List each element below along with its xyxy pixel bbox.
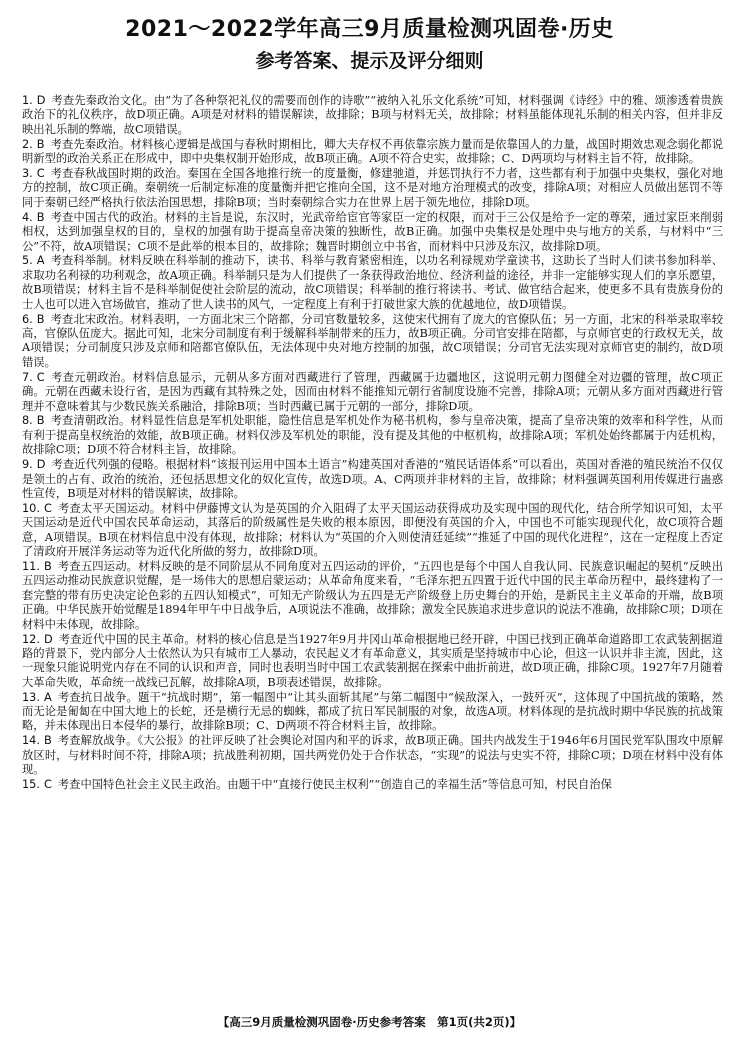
answer-number: 12. <box>22 632 40 646</box>
answer-explanation: 考查先秦政治文化。由“为了各种祭祀礼仪的需要而创作的诗歌”“被纳入礼乐文化系统”可知，材料强调《诗经》中的雅、颂渗透着贵族政治下的礼仪秩序，故D项正确。A项是对材料的错误解读，故排除；B项与材料无关，故排除；材料虽能体现礼乐制的相关内容，但并非反映出礼乐制的弊端，故C项错误。 <box>22 94 723 136</box>
answer-number: 15. <box>22 778 40 792</box>
answer-item <box>22 138 723 167</box>
answer-choice: B <box>36 414 45 428</box>
answer-explanation: 考查太平天国运动。材料中伊藤博文认为是英国的介入阻碍了太平天国运动获得成功及实现中国的现代化，结合所学知识可知，太平天国运动是近代中国农民革命运动，其落后的阶级属性是失败的根本原因，即便没有英国的介入，中国也不可能实现现代化，故C项符合题意，A项错误。B项在材料信息中没有体现，故排除；材料认为“英国的介入则使清廷延续”“推延了中国的现代化进程”，这在一定程度上否定了清政府开展洋务运动等为近代化所做的努力，故排除D项。 <box>22 501 723 559</box>
answer-choice: B <box>36 137 45 151</box>
answer-number: 9. <box>22 458 33 472</box>
answer-choice: C <box>36 370 45 384</box>
answer-number: 7. <box>22 370 33 384</box>
answer-number: 3. <box>22 167 33 181</box>
answer-item <box>22 502 723 560</box>
answer-number: 2. <box>22 137 33 151</box>
answer-choice: B <box>36 312 45 326</box>
answer-explanation: 考查元朝政治。材料信息显示，元朝从多方面对西藏进行了管理，西藏属于边疆地区，这说明元朝力图健全对边疆的管理，故C项正确。元朝在西藏未设行省，是因为西藏有其特殊之处，因而由材料不能推知元朝行省制度设施不完善，排除A项；元朝从多方面对西藏进行管理并不意味着其与少数民族关系融洽，排除B项；当时西藏已属于元朝的一部分，排除D项。 <box>22 370 723 413</box>
answer-explanation: 考查近代中国的民主革命。材料的核心信息是当1927年9月井冈山革命根据地已经开辟，中国已找到正确革命道路即工农武装割据道路的背景下，党内部分人士依然认为只有城市工人暴动，农民起义才有革命意义，其实质是坚持城市中心论，但这一认识并非主流，因此，这一现象只能说明党内存在不同的认识和声音，同时也表明当时中国工农武装割据在探索中曲折前进，故D项正确，排除C项。1927年7月随着大革命失败，革命统一战线已瓦解，故排除A项，B项表述错误，故排除。 <box>22 632 723 689</box>
answer-item <box>22 778 723 792</box>
answer-choice: A <box>43 690 52 704</box>
answer-choice: A <box>36 254 45 268</box>
answer-number: 1. <box>22 94 33 107</box>
answer-number: 8. <box>22 414 33 428</box>
answer-number: 5. <box>22 254 33 268</box>
answer-choice: D <box>43 632 53 646</box>
answer-explanation: 考查北宋政治。材料表明，一方面北宋三个陪都，分司官数量较多，这使宋代拥有了庞大的官僚队伍；另一方面，北宋的科举录取率较高，官僚队伍庞大。据此可知，北宋分司制度有利于缓解科举制带来的压力，故B项正确。分司官安排在陪都，与京师官吏的行政权无关，故A项错误；分司制度只涉及京师和陪都官僚队伍，无法体现中央对地方控制的加强，故C项错误；分司官无法实现对京师官吏的制约，故D项错误。 <box>22 312 723 369</box>
answer-number: 14. <box>22 734 40 748</box>
answer-number: 13. <box>22 690 40 704</box>
answer-choice: B <box>36 210 45 224</box>
answer-explanation: 考查科举制。材料反映在科举制的推动下，读书、科举与教育紧密相连，以功名利禄规劝学童读书，这助长了当时人们读书参加科举、求取功名利禄的功利观念，故A项正确。科举制只是为人们提供了一条获得政治地位、经济利益的途径，并非一定能够实现人们的享乐愿望，故B项错误；材料主旨不是科举制促使社会阶层的流动，故C项错误；科举制的推行将读书、考试、做官结合起来，使更多不具有贵族身份的士人也可以进入官场做官，推动了世人读书的风气，一定程度上有利于打破世家大族的优越地位，故D项错误。 <box>22 254 723 311</box>
answer-explanation: 考查抗日战争。题干“抗战时期”，第一幅图中“让其头面斩其尾”与第二幅图中“候敌深入，一鼓歼灭”，这体现了中国抗战的策略，然而无论是匍匐在中国大地上的长蛇，还是横行无忌的蜘蛛，都成了抗日军民制服的对象，故选A项。材料体现的是抗战时期中华民族的抗战策略，并未体现出日本侵华的暴行，故排除B项；C、D两项不符合材料主旨，故排除。 <box>22 690 723 733</box>
answer-item <box>22 371 723 414</box>
page-footer: 【高三9月质量检测巩固卷·历史参考答案 第1页(共2页)】 <box>217 1015 522 1029</box>
answer-number: 11. <box>22 560 40 573</box>
answer-item <box>22 313 723 371</box>
answer-item <box>22 167 723 210</box>
answer-explanation: 考查解放战争。《大公报》的社评反映了社会舆论对国内和平的诉求，故B项正确。国共内战发生于1946年6月国民党军队围攻中原解放区时，与材料时间不符，排除A项；抗战胜利初期，国共两党仍处于合作状态，“实现”的说法与史实不符，排除C项；D项在材料中没有体现。 <box>22 734 723 777</box>
answer-choice: B <box>43 734 52 748</box>
answer-list <box>22 94 723 793</box>
answer-explanation: 考查春秋战国时期的政治。秦国在全国各地推行统一的度量衡，修建驰道，并惩罚执行不力者，这些都有利于加强中央集权，强化对地方的控制，故C项正确。秦朝统一后制定标准的度量衡并把它推向全国，这不是对地方治理模式的改变，排除A项；对相应人员做出惩罚不等同于秦朝已经严格执行依法治国思想，排除B项；当时秦朝综合实力在世界上居于领先地位，排除D项。 <box>22 167 723 209</box>
answer-choice: B <box>43 560 52 573</box>
page-subtitle: 参考答案、提示及评分细则 <box>255 50 484 72</box>
answer-item <box>22 633 723 691</box>
answer-item <box>22 560 723 632</box>
answer-number: 6. <box>22 312 33 326</box>
answer-explanation: 考查五四运动。材料反映的是不同阶层从不同角度对五四运动的评价，“五四也是每个中国人自我认同、民族意识崛起的契机”反映出五四运动推动民族意识觉醒，是一场伟大的思想启蒙运动；从革命角度来看，“毛泽东把五四置于近代中国的民主革命历程中，最终建构了一套完整的带有历史决定论色彩的五四认知模式”，可知无产阶级认为五四是无产阶级登上历史舞台的开始，是新民主主义革命的开端，故B项正确。中华民族开始觉醒是1894年甲午中日战争后，A项说法不准确，故排除；激发全民族追求进步意识的说法不准确，故排除C项；D项在材料中未体现，故排除。 <box>22 560 723 631</box>
answer-choice: C <box>36 167 45 181</box>
answer-item <box>22 458 723 501</box>
page-title: 2021～2022学年高三9月质量检测巩固卷·历史 <box>125 17 614 42</box>
answer-number: 10. <box>22 501 40 515</box>
answer-choice: D <box>36 458 46 472</box>
answer-choice: D <box>36 94 46 107</box>
answer-choice: C <box>43 501 52 515</box>
answer-number: 4. <box>22 210 33 224</box>
answer-explanation: 考查先秦政治。材料核心逻辑是战国与春秋时期相比，卿大夫存权不再依靠宗族力量而是依靠国人的力量，战国时期效忠观念弱化都说明新型的政治关系正在形成中，即中央集权制开始形成，故B项正确。A项不符合史实，故排除；C、D两项均与材料主旨不符，故排除。 <box>22 137 723 166</box>
answer-item <box>22 254 723 312</box>
answer-item <box>22 94 723 137</box>
answer-explanation: 考查中国特色社会主义民主政治。由题干中“直接行使民主权利”“创造自己的幸福生活”等信息可知，村民自治保 <box>57 778 612 792</box>
answer-explanation: 考查清朝政治。材料显性信息是军机处职能，隐性信息是军机处作为秘书机构，参与皇帝决策，提高了皇帝决策的效率和科学性，从而有利于提高皇权统治的效能，故B项正确。材料仅涉及军机处的职能，没有提及其他的中枢机构，故排除A项；军机处始终都属于内廷机构，故排除C项；D项不符合材料主旨，故排除。 <box>22 414 723 457</box>
answer-explanation: 考查中国古代的政治。材料的主旨是说，东汉时，光武帝给宦官等家臣一定的权限，而对于三公仅是给予一定的尊荣，通过家臣来削弱相权，达到加强皇权的目的，皇权的加强有助于提高皇帝决策的独断性，故B正确。加强中央集权是处理中央与地方的关系，与材料中“三公”不符，故A项错误；C项不是此举的根本目的，故排除；魏晋时期创立中书省，而材料中只涉及东汉，故排除D项。 <box>22 210 723 253</box>
answer-item <box>22 691 723 734</box>
answer-item <box>22 414 723 457</box>
answer-choice: C <box>43 778 52 792</box>
answer-item <box>22 734 723 777</box>
answer-explanation: 考查近代列强的侵略。根据材料“该报刊运用中国本土语言”构建英国对香港的“殖民话语体系”可以看出，英国对香港的殖民统治不仅仅是领土的占有、政治的统治，还包括思想文化的奴化宣传，故选D项。A、C两项并非材料的主旨，故排除；材料强调英国利用传媒进行蛊惑性宣传，B项是对材料的错误解读，故排除。 <box>22 458 723 500</box>
answer-item <box>22 211 723 254</box>
